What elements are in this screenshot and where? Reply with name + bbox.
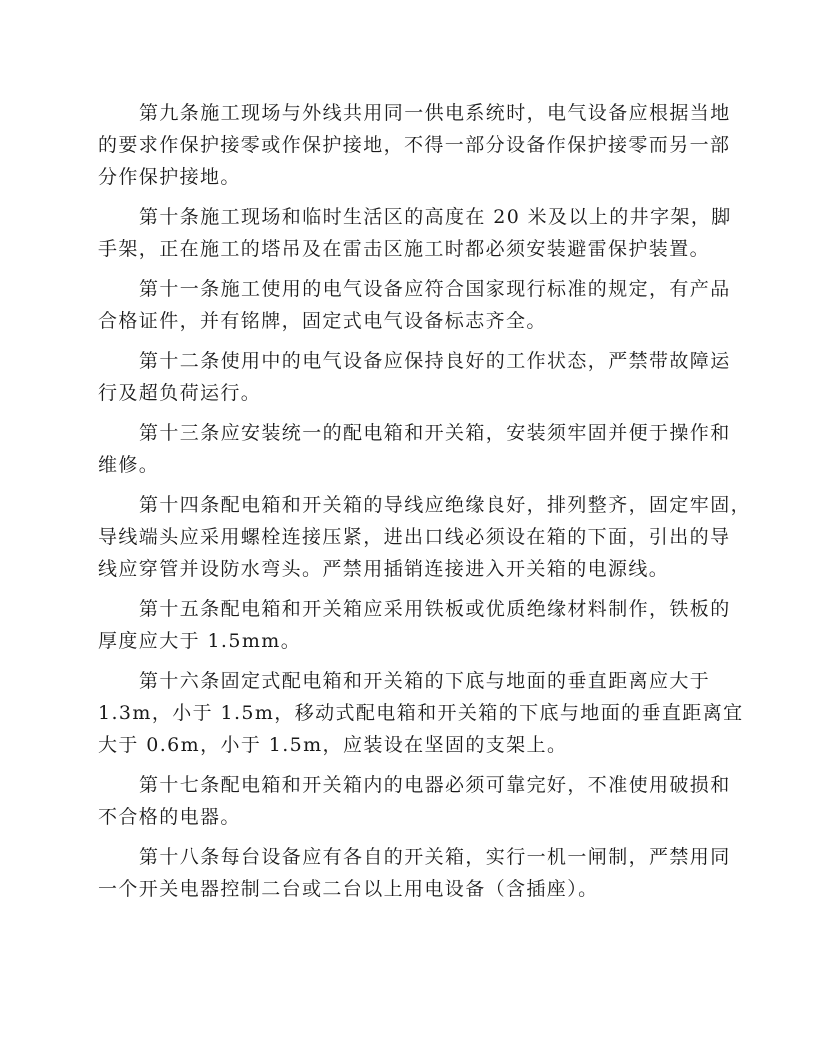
text-line: 第十条施工现场和临时生活区的高度在 20 米及以上的井字架，脚 — [139, 206, 732, 228]
text-line: 第十一条施工使用的电气设备应符合国家现行标准的规定，有产品 — [139, 278, 731, 300]
text-line: 维修。 — [98, 454, 160, 476]
text-line: 不合格的电器。 — [98, 806, 241, 828]
text-line: 第十二条使用中的电气设备应保持良好的工作状态，严禁带故障运 — [139, 350, 731, 372]
paragraph-article-18 — [98, 841, 731, 905]
text-line: 一个开关电器控制二台或二台以上用电设备（含插座）。 — [98, 878, 599, 900]
text-line: 第十六条固定式配电箱和开关箱的下底与地面的垂直距离应大于 — [139, 670, 711, 692]
text-line: 第十五条配电箱和开关箱应采用铁板或优质绝缘材料制作，铁板的 — [139, 598, 731, 620]
text-line: 的要求作保护接零或作保护接地，不得一部分设备作保护接零而另一部 — [98, 134, 731, 156]
paragraph-article-17 — [98, 769, 731, 833]
text-line: 厚度应大于 1.5mm。 — [98, 630, 302, 652]
text-line: 第十八条每台设备应有各自的开关箱，实行一机一闸制，严禁用同 — [139, 846, 731, 868]
text-line: 线应穿管并设防水弯头。严禁用插销连接进入开关箱的电源线。 — [98, 558, 670, 580]
text-line: 导线端头应采用螺栓连接压紧，进出口线必须设在箱的下面，引出的导 — [98, 526, 731, 548]
paragraph-article-16 — [98, 665, 744, 761]
paragraph-article-12 — [98, 345, 731, 409]
paragraph-article-11 — [98, 273, 731, 337]
text-line: 合格证件，并有铭牌，固定式电气设备标志齐全。 — [98, 310, 547, 332]
text-line: 第十四条配电箱和开关箱的导线应绝缘良好，排列整齐，固定牢固， — [139, 494, 752, 516]
paragraph-article-13 — [98, 417, 731, 481]
text-line: 1.3m，小于 1.5m，移动式配电箱和开关箱的下底与地面的垂直距离宜 — [98, 702, 744, 724]
text-line: 第十七条配电箱和开关箱内的电器必须可靠完好，不准使用破损和 — [139, 774, 731, 796]
text-line: 手架，正在施工的塔吊及在雷击区施工时都必须安装避雷保护装置。 — [98, 238, 711, 260]
paragraph-article-14 — [98, 489, 752, 585]
text-line: 分作保护接地。 — [98, 166, 241, 188]
text-line: 第十三条应安装统一的配电箱和开关箱，安装须牢固并便于操作和 — [139, 422, 731, 444]
paragraph-article-9 — [98, 97, 731, 193]
text-line: 大于 0.6m，小于 1.5m，应装设在坚固的支架上。 — [98, 734, 568, 756]
paragraph-article-10 — [98, 201, 732, 265]
paragraph-article-15 — [98, 593, 731, 657]
text-line: 行及超负荷运行。 — [98, 382, 262, 404]
document-body — [98, 97, 752, 913]
text-line: 第九条施工现场与外线共用同一供电系统时，电气设备应根据当地 — [139, 102, 731, 124]
